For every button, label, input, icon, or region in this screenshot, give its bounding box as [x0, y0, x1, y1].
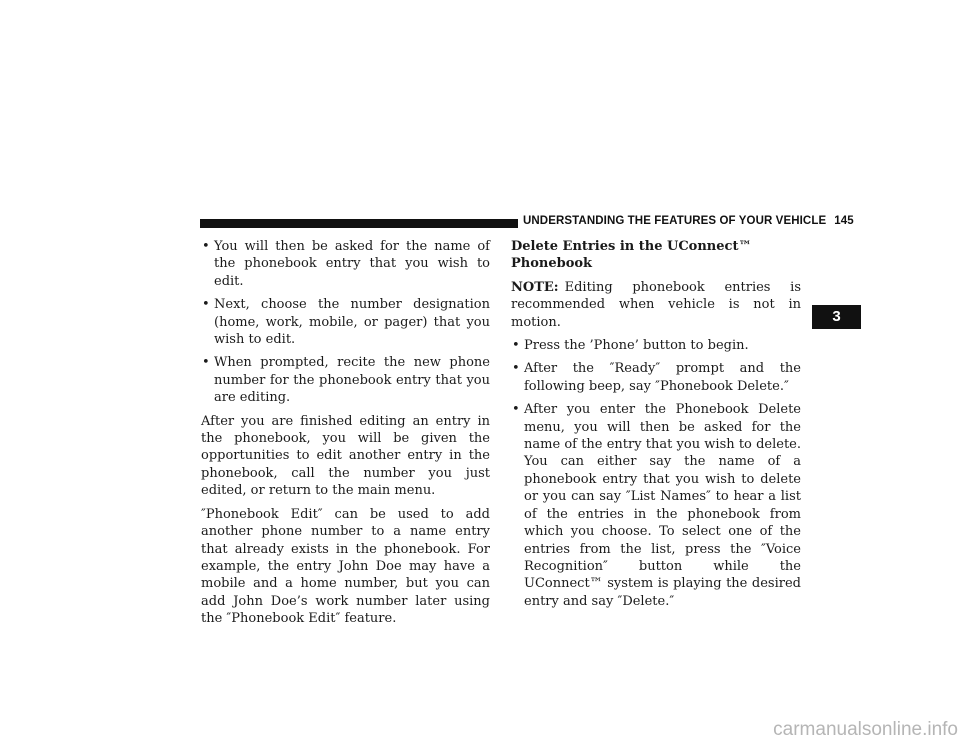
section-heading: Delete Entries in the UConnect™ Phonebook — [511, 239, 752, 272]
list-item-text: Next, choose the number designation (home, work, mobile, or pager) that you wish to edit. — [214, 297, 490, 348]
bullet-icon: • — [512, 402, 520, 418]
list-item — [511, 337, 801, 354]
list-item-text: Press the ’Phone’ button to begin. — [524, 338, 749, 354]
bullet-icon: • — [512, 338, 520, 354]
page-number: 145 — [834, 215, 854, 227]
section-tab: 3 — [812, 305, 861, 329]
body-paragraph: After you are finished editing an entry in the phonebook, you will be given the opportunities to edit another entry in the phonebook, call the number you just edited, or return to the main menu. — [201, 413, 490, 499]
list-item-text: You will then be asked for the name of the phonebook entry that you wish to edit. — [214, 239, 490, 289]
list-item-text: After you enter the Phonebook Delete menu, you will then be asked for the name of the entry that you wish to delete. You can either say the name of a phonebook entry that you wish to delete or you can say ″List Names″ to hear a list of the entries in the phonebook from which you choose. To select one of the entries from the list, press the ″Voice Recognition″ button while the UConnect™ system is playing the desired entry and say ″Delete.″ — [524, 402, 801, 609]
watermark: carmanualsonline.info — [773, 719, 958, 740]
note-text: Editing phonebook entries is recommended when vehicle is not in motion. — [511, 279, 801, 330]
list-item — [511, 360, 801, 395]
bullet-icon: • — [512, 361, 520, 377]
list-item-text: After the ″Ready″ prompt and the following beep, say ″Phonebook Delete.″ — [524, 361, 801, 394]
list-item — [201, 296, 490, 348]
list-item-text: When prompted, recite the new phone number for the phonebook entry that you are editing. — [214, 355, 490, 406]
header-title: UNDERSTANDING THE FEATURES OF YOUR VEHICLE — [523, 215, 827, 227]
note-paragraph — [511, 279, 801, 331]
list-item — [511, 401, 801, 610]
bullet-icon: • — [202, 355, 210, 371]
running-header — [523, 215, 854, 227]
header-rule — [200, 219, 518, 228]
right-column — [511, 238, 801, 616]
bullet-icon: • — [202, 239, 210, 254]
bullet-icon: • — [202, 297, 210, 313]
body-paragraph: ″Phonebook Edit″ can be used to add another phone number to a name entry that already exists in the phonebook. For example, the entry John Doe may have a mobile and a home number, but you can add John Doe’s work number later using the ″Phonebook Edit″ feature. — [201, 506, 490, 627]
list-item — [201, 238, 490, 290]
note-label: NOTE: — [511, 279, 559, 295]
list-item — [201, 354, 490, 406]
left-column — [201, 238, 490, 634]
